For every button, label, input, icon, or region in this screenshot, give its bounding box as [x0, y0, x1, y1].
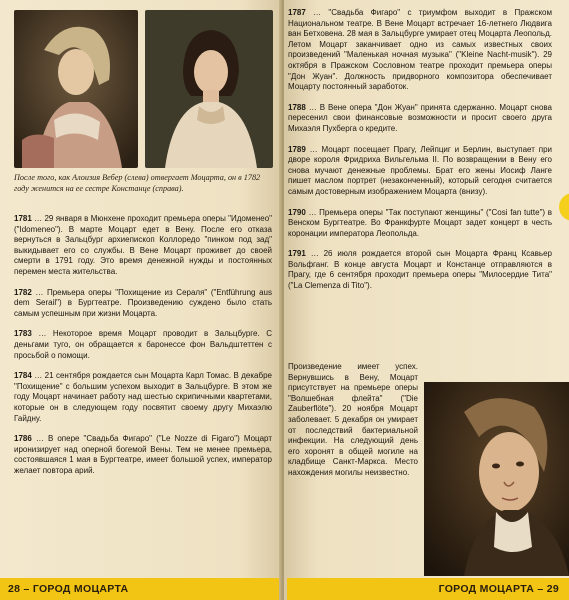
entry-text: … 26 июля рождается второй сын Моцарта Франц Ксавьер Вольфганг. В конце августа Моцарт и Констанце отправляются в Прагу, где 6 сентября проходит премьера оперы "Милосердие Тита" ("La Clemenza di Tito"). — [288, 249, 552, 291]
entry-1784 — [14, 371, 272, 424]
entry-year: 1787 — [288, 8, 306, 17]
entry-year: 1789 — [288, 144, 306, 154]
entry-text: … 21 сентября рождается сын Моцарта Карл Томас. В декабре "Похищение" с большим успехом выходит в Зальцбурге. В этом же году Моцарт начинает работу над шестью скрипичными квартетами, которые он в следующем году посвятит своему другу Михаэлю Гайдну. — [14, 371, 272, 423]
entry-text: … В Вене опера "Дон Жуан" принята сдержанно. Моцарт снова пересенил свои финансовые возможности и просит своего друга Михаэля Пухберга о кредите. — [288, 102, 553, 133]
entry-1791-continued — [288, 362, 418, 489]
entry-year: 1786 — [14, 434, 32, 444]
entry-year: 1784 — [14, 371, 32, 381]
entry-year: 1783 — [14, 329, 32, 339]
right-timeline — [288, 8, 552, 292]
entry-year: 1791 — [288, 249, 306, 259]
entry-1786 — [14, 434, 272, 476]
entry-year: 1790 — [288, 207, 306, 217]
page-footer-right: ГОРОД МОЦАРТА – 29 — [287, 578, 569, 600]
entry-text: … Моцарт посещает Прагу, Лейпциг и Берлин, выступает при дворе короля Фридриха Вильгельма II. По возвращении в Вену его снова мучают денежные проблемы. Брат его жены Иосиф Ланге пишет маслом портрет (незаконченный), который сегодня считается самым достоверным изображением Моцарта (внизу). — [288, 144, 552, 196]
entry-1781 — [14, 214, 272, 278]
entry-year: 1788 — [288, 102, 306, 112]
left-timeline — [14, 214, 272, 486]
entry-1789 — [288, 145, 552, 198]
entry-1782 — [14, 288, 272, 320]
page-footer-left: 28 – ГОРОД МОЦАРТА — [0, 578, 279, 600]
portrait-mozart-lange — [424, 382, 569, 576]
yellow-thumb-tab — [559, 193, 569, 221]
entry-1783 — [14, 329, 272, 361]
entry-text: … Некоторое время Моцарт проводит в Зальцбурге. С деньгами туго, он обращается к баронессе фон Вальдштеттен с просьбой о помощи. — [14, 329, 272, 360]
entry-1788 — [288, 103, 552, 135]
entry-1790 — [288, 208, 552, 240]
entry-1791 — [288, 249, 552, 291]
photo-caption: После того, как Алоизия Вебер (слева) отвергает Моцарта, он в 1782 году женится на ее сестре Констанце (справа). — [14, 173, 261, 193]
entry-year: 1782 — [14, 287, 32, 297]
left-page — [0, 0, 282, 600]
portrait-constanze — [145, 10, 273, 168]
entry-text: … 29 января в Мюнхене проходит премьера оперы "Идоменео" ("Idomeneo"). В марте Моцарт едет в Вену. После его отказа вернуться в Зальцбург архиепископ Коллоредо "пинком под зад" выкидывает его со службы. В Вене Моцарт проживет до своей смерти в 1791 году. Это время денежной нужды и постоянных перемен места жительства. — [14, 214, 272, 276]
entry-text: … Премьера оперы "Так поступают женщины" ("Cosi fan tutte") в Венском Бургтеатре. Во Франкфурте Моцарт задет концерт в честь коронации императора Леопольда. — [288, 207, 552, 238]
portrait-aloysia-weber — [14, 10, 138, 168]
entry-year: 1781 — [14, 214, 32, 223]
entry-1787 — [288, 8, 552, 93]
entry-text: … Премьера оперы "Похищение из Сераля" ("Entführung aus dem Serail") в Бургтеатре. Произведению суждено было стать самым успешным при жизни Моцарта. — [14, 287, 272, 318]
right-page — [284, 0, 569, 600]
entry-text: … В опере "Свадьба Фигаро" ("Le Nozze di Figaro") Моцарт иронизирует над оперной богемой Вены. Тем не менее премьера, состоявшаяся 1 мая в Бургтеатре, имеет большой успех, император желает повтора арий. — [14, 434, 272, 475]
entry-text: … "Свадьба Фигаро" с триумфом выходит в Пражском Национальном театре. В Вене Моцарт встречает 16-летнего Людвига ван Бетховена. 28 мая в Зальцбурге умирает отец Моцарта Леопольд. Летом Моцарт заканчивает одно из самых известных своих произведений "Маленькая ночная музыка" ("Kleine Nacht-musik"). 29 октября в Пражском Сословном театре проходит премьера оперы "Дон Жуан". Должность придворного композитора обеспечивает Моцарту постоянный заработок. — [288, 8, 552, 92]
entry-1791-rest: Произведение имеет успех. Вернувшись в Вену, Моцарт присутствует на премьере оперы "Волшебная флейта" ("Die Zauberflöte"). 20 ноября Моцарт заболевает. 5 декабря он умирает от последствий бактериальной инфекции. На следующий день его хоронят в общей могиле на кладбище Санкт-Маркса. Место нахождения могилы неизвестно. — [288, 362, 418, 477]
